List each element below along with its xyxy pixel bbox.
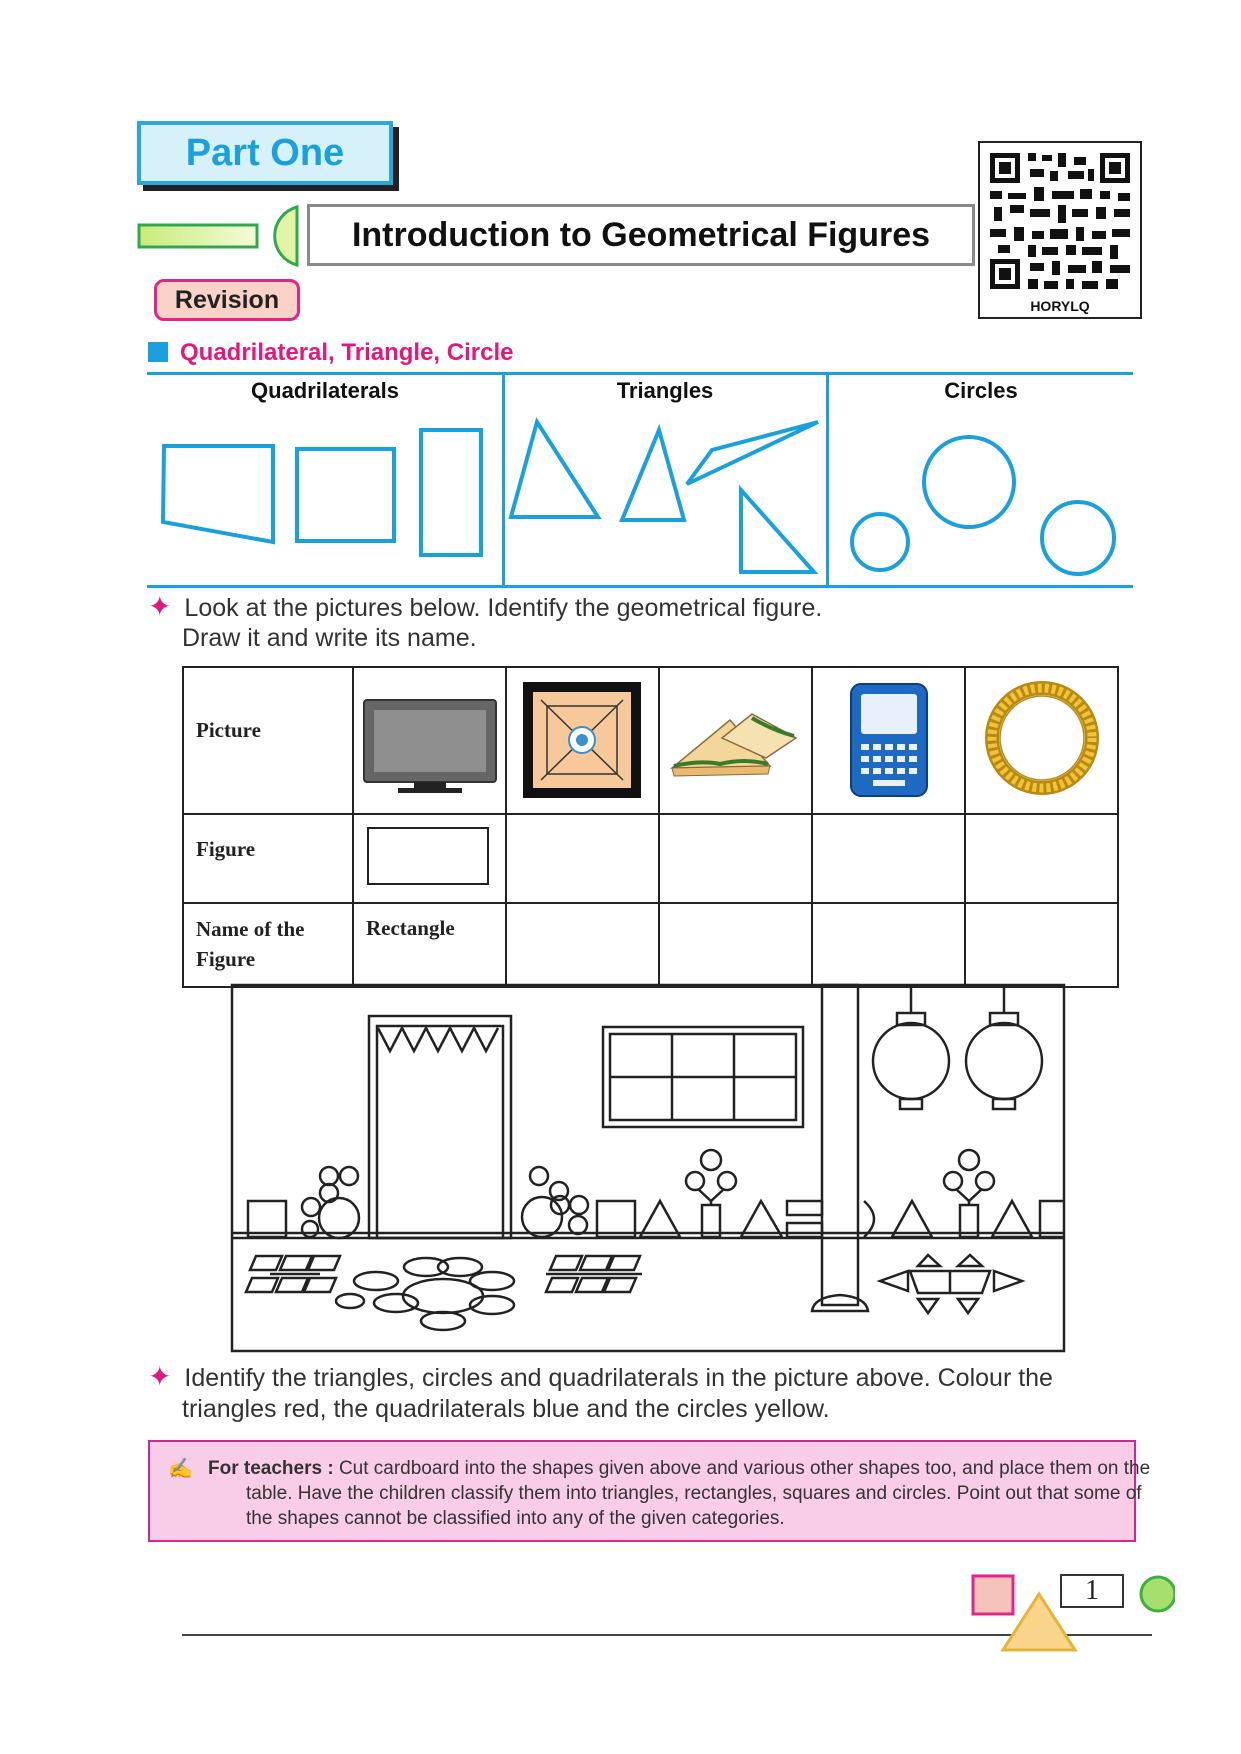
qr-code-text: HORYLQ bbox=[1030, 298, 1090, 314]
star-bullet-icon: ✦ bbox=[148, 591, 172, 622]
name-cell[interactable] bbox=[659, 903, 812, 987]
part-label: Part One bbox=[185, 132, 345, 174]
rectangle-figure bbox=[354, 815, 505, 897]
picture-cell bbox=[353, 667, 506, 814]
revision-label: Revision bbox=[174, 286, 280, 314]
triangle-shape bbox=[741, 490, 814, 572]
name-cell[interactable] bbox=[506, 903, 659, 987]
carrom-board-icon bbox=[507, 668, 658, 808]
mobile-phone-icon bbox=[813, 668, 964, 808]
figure-name bbox=[507, 904, 658, 928]
shapes-scene-drawing[interactable] bbox=[230, 983, 1066, 1353]
qr-code[interactable] bbox=[978, 141, 1142, 319]
picture-cell bbox=[506, 667, 659, 814]
sandwich-icon bbox=[660, 668, 811, 808]
teacher-note-label: For teachers : bbox=[208, 1458, 334, 1479]
rectangle-shape bbox=[421, 430, 481, 555]
row-label-name: Name of the Figure bbox=[196, 917, 305, 971]
identify-figure-table bbox=[182, 666, 1119, 988]
name-cell[interactable] bbox=[353, 903, 506, 987]
row-label-cell bbox=[183, 814, 353, 903]
chapter-title-box bbox=[307, 204, 975, 266]
bangle-icon bbox=[966, 668, 1117, 808]
name-cell[interactable] bbox=[965, 903, 1118, 987]
revision-badge bbox=[154, 279, 300, 321]
activity-2-line-1: Identify the triangles, circles and quadrilaterals in the picture above. Colour the bbox=[184, 1364, 1053, 1392]
column-heading-circles: Circles bbox=[944, 378, 1018, 403]
figure-name bbox=[660, 904, 811, 928]
chapter-title: Introduction to Geometrical Figures bbox=[351, 216, 931, 254]
trapezium-shape bbox=[163, 446, 273, 542]
activity-1-line-2: Draw it and write its name. bbox=[182, 624, 477, 652]
activity-1-instruction bbox=[148, 590, 822, 623]
example-shapes bbox=[147, 372, 1133, 588]
name-cell[interactable] bbox=[812, 903, 965, 987]
picture-cell bbox=[965, 667, 1118, 814]
figure-name: Rectangle bbox=[366, 916, 455, 940]
circle-shape bbox=[924, 437, 1014, 527]
column-heading-triangles: Triangles bbox=[616, 378, 714, 403]
section-square-icon bbox=[148, 342, 168, 362]
picture-cell bbox=[812, 667, 965, 814]
figure-cell[interactable] bbox=[965, 814, 1118, 903]
circle-shape bbox=[1042, 502, 1114, 574]
row-label-cell bbox=[183, 903, 353, 987]
triangle-shape bbox=[622, 430, 684, 520]
star-bullet-icon: ✦ bbox=[148, 1361, 172, 1392]
table-row-figure bbox=[183, 814, 1118, 903]
circle-shape bbox=[852, 514, 908, 570]
figure-cell[interactable] bbox=[353, 814, 506, 903]
picture-cell bbox=[659, 667, 812, 814]
triangle-shape bbox=[511, 422, 598, 517]
teacher-note-box bbox=[148, 1440, 1151, 1542]
figure-cell[interactable] bbox=[506, 814, 659, 903]
activity-2-instruction bbox=[148, 1360, 1053, 1393]
row-label-cell bbox=[183, 667, 353, 814]
television-icon bbox=[354, 668, 505, 808]
row-label-picture: Picture bbox=[196, 718, 261, 742]
triangle-shape bbox=[687, 422, 818, 484]
pencil-icon: ✍ bbox=[168, 1458, 193, 1480]
activity-1-line-1: Look at the pictures below. Identify the geometrical figure. bbox=[184, 594, 823, 622]
figure-cell[interactable] bbox=[659, 814, 812, 903]
column-heading-quadrilaterals: Quadrilaterals bbox=[251, 378, 399, 403]
row-label-figure: Figure bbox=[196, 837, 256, 861]
square-shape bbox=[297, 449, 394, 541]
figure-name bbox=[966, 904, 1117, 928]
table-row-picture bbox=[183, 667, 1118, 814]
activity-2-line-2: triangles red, the quadrilaterals blue and the circles yellow. bbox=[182, 1395, 830, 1423]
teacher-note bbox=[208, 1456, 1156, 1531]
section-heading: Quadrilateral, Triangle, Circle bbox=[180, 339, 514, 366]
page-number: 1 bbox=[1060, 1574, 1124, 1608]
teacher-note-text: Cut cardboard into the shapes given above and various other shapes too, and place them on the table. Have the children classify them into triangles, rectangles, squares and circles. Point out that some of the shapes cannot be classified into any of the given categories. bbox=[246, 1458, 1151, 1529]
table-row-name bbox=[183, 903, 1118, 987]
title-decoration bbox=[137, 205, 307, 267]
figure-cell[interactable] bbox=[812, 814, 965, 903]
figure-name bbox=[813, 904, 964, 928]
part-label-box bbox=[137, 121, 393, 185]
